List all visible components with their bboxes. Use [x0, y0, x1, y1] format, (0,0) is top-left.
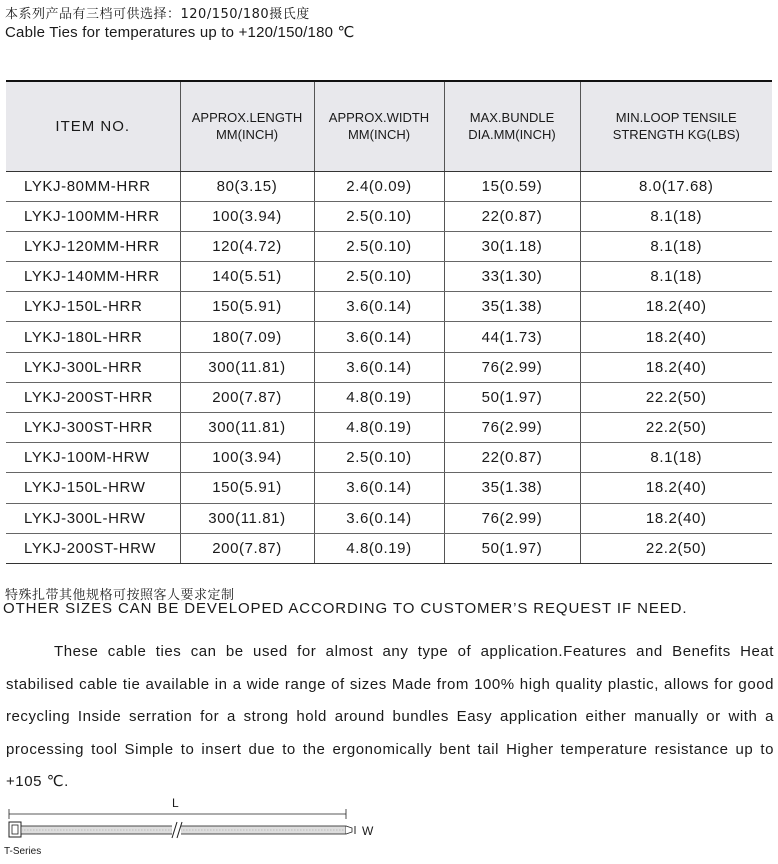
cell-width: 2.5(0.10): [314, 443, 444, 473]
cell-bundle: 76(2.99): [444, 503, 580, 533]
table-row: [6, 262, 772, 292]
header-length-line1: APPROX.LENGTH: [191, 110, 303, 126]
cell-width: 3.6(0.14): [314, 322, 444, 352]
cell-bundle: 76(2.99): [444, 413, 580, 443]
cell-length: 300(11.81): [180, 352, 314, 382]
cell-bundle: 44(1.73): [444, 322, 580, 352]
cell-length: 180(7.09): [180, 322, 314, 352]
cell-item: LYKJ-150L-HRR: [6, 292, 180, 322]
description-text: These cable ties can be used for almost any type of application.Features and Benefits Heat stabilised cable tie available in a wide range of sizes Made from 100% high quality plastic, allows for good recycling Inside serration for a strong hold around bundles Easy application either manually or with a processing tool Simple to insert due to the ergonomically bent tail Higher temperature resistance up to +105 ℃.: [6, 643, 774, 790]
cell-length: 300(11.81): [180, 503, 314, 533]
spec-table-container: [6, 80, 772, 564]
table-row: [6, 503, 772, 533]
cell-bundle: 76(2.99): [444, 352, 580, 382]
series-label: T-Series: [4, 846, 42, 857]
cell-tensile: 8.1(18): [580, 262, 772, 292]
table-row: [6, 201, 772, 231]
header-english: Cable Ties for temperatures up to +120/150/180 ℃: [5, 24, 355, 41]
cell-length: 140(5.51): [180, 262, 314, 292]
table-row: [6, 443, 772, 473]
cell-length: 80(3.15): [180, 171, 314, 201]
cell-bundle: 22(0.87): [444, 443, 580, 473]
cell-item: LYKJ-100MM-HRR: [6, 201, 180, 231]
cable-tie-drawing-icon: [6, 792, 386, 852]
header-bundle-line2: DIA.MM(INCH): [468, 127, 556, 143]
cell-width: 3.6(0.14): [314, 352, 444, 382]
cell-length: 100(3.94): [180, 443, 314, 473]
cell-width: 3.6(0.14): [314, 503, 444, 533]
custom-note-english: OTHER SIZES CAN BE DEVELOPED ACCORDING TO CUSTOMER’S REQUEST IF NEED.: [3, 600, 688, 617]
cell-tensile: 22.2(50): [580, 533, 772, 563]
cell-length: 300(11.81): [180, 413, 314, 443]
table-row: [6, 231, 772, 261]
cell-tensile: 8.1(18): [580, 443, 772, 473]
header-bundle: [444, 81, 580, 171]
cell-item: LYKJ-300L-HRW: [6, 503, 180, 533]
cell-bundle: 35(1.38): [444, 292, 580, 322]
table-body: [6, 171, 772, 563]
table-row: [6, 171, 772, 201]
cell-length: 200(7.87): [180, 533, 314, 563]
cell-tensile: 22.2(50): [580, 413, 772, 443]
header-tensile: [580, 81, 772, 171]
cell-tensile: 8.1(18): [580, 231, 772, 261]
header-width-line2: MM(INCH): [347, 127, 411, 143]
cell-length: 150(5.91): [180, 473, 314, 503]
cell-tensile: 18.2(40): [580, 322, 772, 352]
cell-tensile: 18.2(40): [580, 352, 772, 382]
cell-width: 4.8(0.19): [314, 382, 444, 412]
cell-item: LYKJ-100M-HRW: [6, 443, 180, 473]
cell-width: 3.6(0.14): [314, 292, 444, 322]
cell-length: 150(5.91): [180, 292, 314, 322]
header-chinese: 本系列产品有三档可供选择：120/150/180摄氏度: [5, 7, 310, 22]
cell-item: LYKJ-140MM-HRR: [6, 262, 180, 292]
table-row: [6, 322, 772, 352]
header-item-no: ITEM NO.: [6, 81, 180, 171]
header-length-line2: MM(INCH): [215, 127, 279, 143]
table-header: [6, 81, 772, 171]
header-tensile-line1: MIN.LOOP TENSILE: [615, 110, 737, 126]
cell-item: LYKJ-80MM-HRR: [6, 171, 180, 201]
cell-width: 3.6(0.14): [314, 473, 444, 503]
table-row: [6, 533, 772, 563]
cell-bundle: 30(1.18): [444, 231, 580, 261]
table-row: [6, 473, 772, 503]
cell-item: LYKJ-180L-HRR: [6, 322, 180, 352]
table-row: [6, 292, 772, 322]
cell-bundle: 22(0.87): [444, 201, 580, 231]
cell-item: LYKJ-300L-HRR: [6, 352, 180, 382]
cell-width: 4.8(0.19): [314, 533, 444, 563]
table-row: [6, 352, 772, 382]
cell-item: LYKJ-200ST-HRR: [6, 382, 180, 412]
header-bundle-line1: MAX.BUNDLE: [469, 110, 555, 126]
header-width-line1: APPROX.WIDTH: [328, 110, 430, 126]
cell-length: 100(3.94): [180, 201, 314, 231]
custom-note-chinese: 特殊扎带其他规格可按照客人要求定制: [5, 588, 235, 603]
cell-item: LYKJ-200ST-HRW: [6, 533, 180, 563]
table-row: [6, 413, 772, 443]
cell-item: LYKJ-300ST-HRR: [6, 413, 180, 443]
cable-tie-diagram: [6, 792, 386, 862]
header-length: [180, 81, 314, 171]
cell-tensile: 18.2(40): [580, 473, 772, 503]
cell-length: 200(7.87): [180, 382, 314, 412]
cell-bundle: 50(1.97): [444, 382, 580, 412]
cell-tensile: 8.1(18): [580, 201, 772, 231]
cell-tensile: 18.2(40): [580, 292, 772, 322]
cell-width: 2.4(0.09): [314, 171, 444, 201]
cell-bundle: 15(0.59): [444, 171, 580, 201]
cell-tensile: 8.0(17.68): [580, 171, 772, 201]
cell-tensile: 18.2(40): [580, 503, 772, 533]
cell-item: LYKJ-150L-HRW: [6, 473, 180, 503]
cell-width: 2.5(0.10): [314, 262, 444, 292]
cell-tensile: 22.2(50): [580, 382, 772, 412]
cell-width: 2.5(0.10): [314, 231, 444, 261]
cell-bundle: 33(1.30): [444, 262, 580, 292]
cell-width: 2.5(0.10): [314, 201, 444, 231]
table-row: [6, 382, 772, 412]
cell-length: 120(4.72): [180, 231, 314, 261]
header-tensile-line2: STRENGTH KG(LBS): [612, 127, 740, 143]
cell-bundle: 35(1.38): [444, 473, 580, 503]
spec-table: [6, 80, 772, 564]
cell-width: 4.8(0.19): [314, 413, 444, 443]
description-paragraph: [6, 636, 774, 799]
width-label: W: [362, 824, 374, 838]
length-label: L: [172, 796, 179, 810]
cell-bundle: 50(1.97): [444, 533, 580, 563]
header-width: [314, 81, 444, 171]
cell-item: LYKJ-120MM-HRR: [6, 231, 180, 261]
